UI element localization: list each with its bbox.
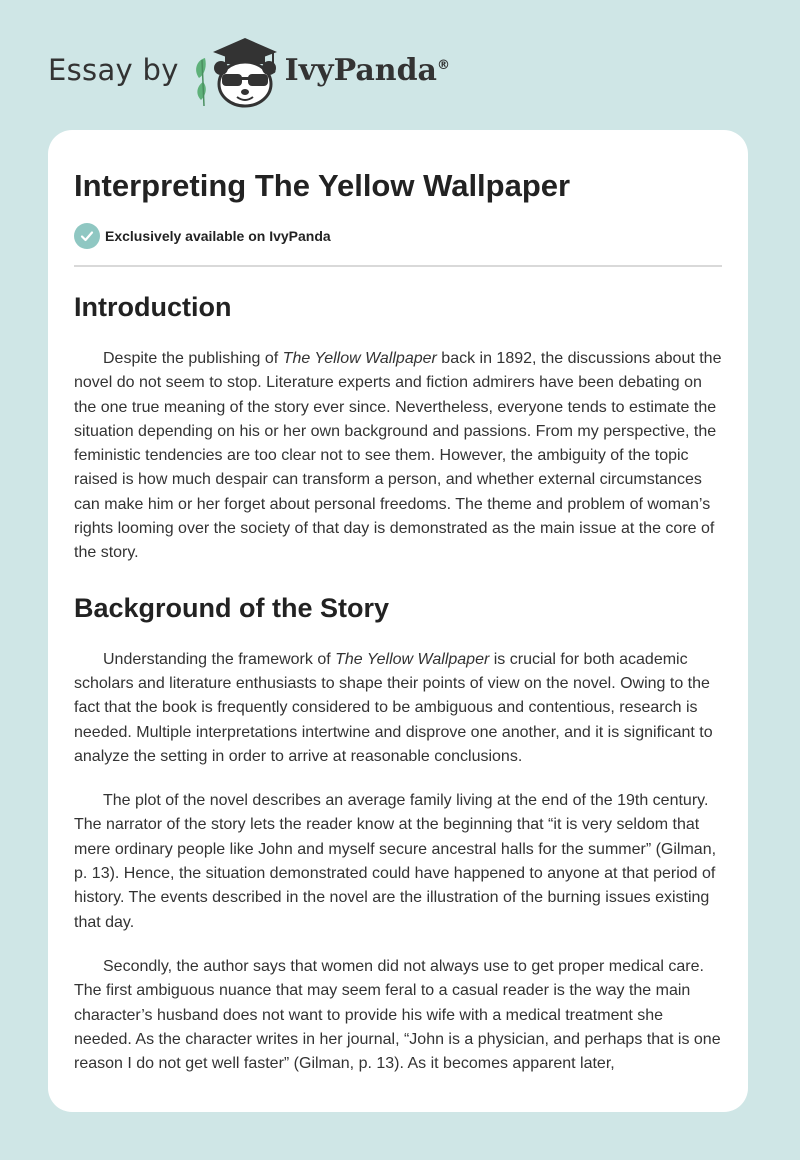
brand-prefix: Essay by [48,53,179,87]
panda-logo-icon [191,30,283,110]
brand-name: IvyPanda® [284,52,450,88]
paragraph: Secondly, the author says that women did not always use to get proper medical care. The first ambiguous nuance that may seem feral to a casual reader is the way the main character’s husband does not want to provide his wife with a medical treatment she needed. As the character writes in her journal, “John is a physician, and perhaps that is one reason I do not get well faster” (Gilman, p. 13). As it becomes apparent later, [74,957,721,1073]
paragraph: Understanding the framework of The Yellow Wallpaper is crucial for both academic scholars and literature enthusiasts to shape their points of view on the novel. Owing to the fact that the book is frequently considered to be ambiguous and contentious, research is needed. Multiple interpretations intertwine and disprove one another, and it is significant to analyze the setting in order to arrive at reasonable conclusions. [74,650,713,765]
essay-card [48,130,748,1112]
badge-text: Exclusively available on IvyPanda [105,228,331,244]
page-title: Interpreting The Yellow Wallpaper [74,168,571,203]
section-heading-introduction: Introduction [74,292,232,322]
divider [74,265,722,267]
registered-mark: ® [437,57,450,73]
paragraph: Despite the publishing of The Yellow Wallpaper back in 1892, the discussions about the novel do not seem to stop. Literature experts and fiction admirers have been debating on the one true meaning of the story ever since. Nevertheless, everyone tends to estimate the situation depending on his or her own background and passions. From my perspective, the feministic tendencies are too clear not to see them. However, the ambiguity of the topic raised is how much despair can transform a person, and whether external circumstances can make him or her forget about personal freedoms. The theme and problem of woman’s rights looming over the society of that day is demonstrated as the main issue at the core of the story. [74,350,722,562]
leaf-icon [196,58,206,106]
section-heading-background: Background of the Story [74,592,390,623]
availability-badge [74,222,722,250]
paragraph: The plot of the novel describes an average family living at the end of the 19th century. The narrator of the story lets the reader know at the beginning that “it is very seldom that mere ordinary people like John and myself secure ancestral halls for the summer” (Gilman, p. 13). Hence, the situation demonstrated could have happened to anyone at that period of history. The events described in the novel are the illustration of the burning issues existing that day. [74,792,717,931]
site-header [48,30,450,110]
checkmark-icon [74,223,100,249]
